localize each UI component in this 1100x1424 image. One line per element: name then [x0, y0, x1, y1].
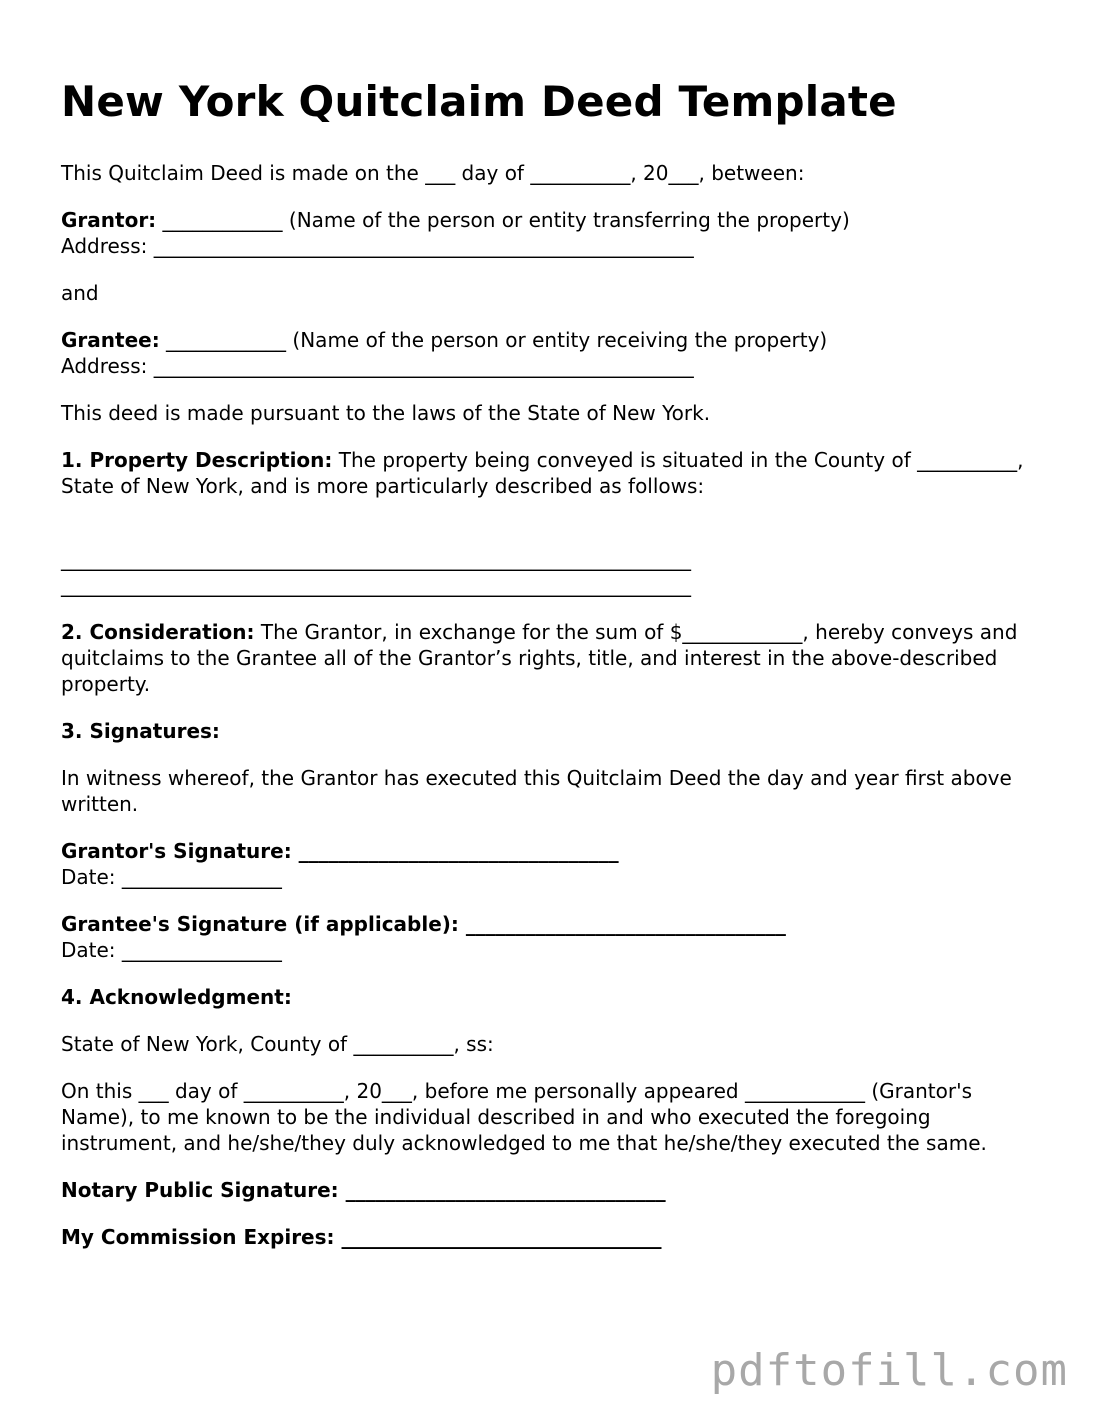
witness-paragraph: In witness whereof, the Grantor has executed this Quitclaim Deed the day and year first above written. — [61, 766, 1012, 816]
property-description-text: The property being conveyed is situated in the County of __________, State of New York, and is more particularly described as follows: — [61, 448, 1024, 498]
and-text: and — [61, 281, 99, 305]
consideration-heading: 2. Consideration: — [61, 620, 255, 644]
document-page — [61, 72, 1041, 1271]
grantor-label: Grantor: — [61, 208, 157, 232]
grantor-address: Address: ______________________________________________________ — [61, 234, 694, 258]
commission-expires-label: My Commission Expires: — [61, 1225, 335, 1249]
consideration-text: The Grantor, in exchange for the sum of $____________, hereby conveys and quitclaims to the Grantee all of the Grantor’s rights, title, and interest in the above-described property. — [61, 620, 1018, 696]
commission-expires-line: ________________________________ — [334, 1225, 662, 1249]
grantor-signature-label: Grantor's Signature: — [61, 839, 292, 863]
notary-signature-line: ________________________________ — [338, 1178, 666, 1202]
grantee-label: Grantee: — [61, 328, 160, 352]
document-title: New York Quitclaim Deed Template — [61, 77, 897, 126]
grantor-name-line: ____________ (Name of the person or entity transferring the property) — [156, 208, 850, 232]
acknowledgment-body: On this ___ day of __________, 20___, before me personally appeared ____________ (Grantor's Name), to me known to be the individual described in and who executed the foregoing instrument, and he/she/they duly acknowledged to me that he/she/they executed the same. — [61, 1079, 987, 1155]
acknowledgment-state-line: State of New York, County of __________, ss: — [61, 1032, 494, 1056]
grantee-signature-line: ________________________________ — [458, 912, 786, 936]
commission-expires-block — [61, 1224, 1041, 1250]
watermark-logo: pdftofill.com — [710, 1345, 1068, 1396]
consideration-paragraph — [61, 619, 1041, 697]
grantor-signature-date: Date: ________________ — [61, 865, 282, 889]
notary-signature-block — [61, 1177, 1041, 1203]
grantor-signature-line: ________________________________ — [291, 839, 619, 863]
laws-paragraph: This deed is made pursuant to the laws of the State of New York. — [61, 401, 711, 425]
grantor-block — [61, 207, 1041, 259]
signatures-heading: 3. Signatures: — [61, 719, 220, 743]
grantee-signature-block — [61, 911, 1041, 963]
grantee-address: Address: ______________________________________________________ — [61, 354, 694, 378]
acknowledgment-heading: 4. Acknowledgment: — [61, 985, 292, 1009]
property-blank-line-2: _______________________________________________________________ — [61, 573, 691, 597]
grantee-name-line: ____________ (Name of the person or entity receiving the property) — [159, 328, 828, 352]
grantee-signature-date: Date: ________________ — [61, 938, 282, 962]
grantor-signature-block — [61, 838, 1041, 890]
property-description-paragraph — [61, 447, 1041, 499]
property-blank-line-1: _______________________________________________________________ — [61, 547, 691, 571]
grantee-block — [61, 327, 1041, 379]
property-description-heading: 1. Property Description: — [61, 448, 333, 472]
grantee-signature-label: Grantee's Signature (if applicable): — [61, 912, 459, 936]
property-description-blanks — [61, 546, 1041, 598]
notary-signature-label: Notary Public Signature: — [61, 1178, 339, 1202]
intro-paragraph: This Quitclaim Deed is made on the ___ day of __________, 20___, between: — [61, 161, 805, 185]
